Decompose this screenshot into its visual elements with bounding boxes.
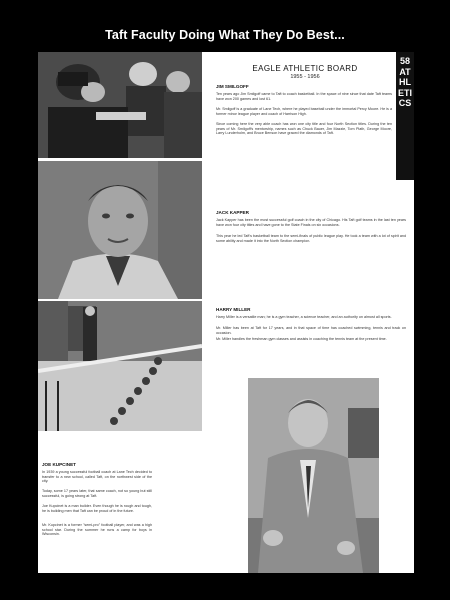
entry-name-kapper: JACK KAPPER bbox=[216, 210, 249, 215]
section-name: ATHLETICS bbox=[398, 66, 413, 109]
entry-text: Joe Kupcinet is a man builder. Even though he is rough and tough, he is building men that Taft can be proud of in the future. bbox=[42, 504, 152, 513]
entry-text: Today, some 17 years later, that same coach, not so young but still successful, is going strong at Taft. bbox=[42, 489, 152, 498]
entry-name-miller: HARRY MILLER bbox=[216, 307, 251, 312]
entry-text: In 1939 a young successful football coach at Lane Tech decided to transfer to a new school, called Taft, on the northwest side of the city. bbox=[42, 470, 152, 484]
slide-title: Taft Faculty Doing What They Do Best... bbox=[105, 28, 345, 42]
entry-name-kupcinet: JOE KUPCINET bbox=[42, 462, 76, 467]
section-tab bbox=[396, 52, 414, 180]
entry-text: Mr. Smilgoff is a graduate of Lane Tech, where he played baseball under the immortal Percy Moore. He is a former minor league player and coach of Harrison High. bbox=[216, 107, 392, 116]
section-tab-label bbox=[398, 56, 412, 109]
entry-text: Since coming here the very able coach has won one city title and four North Section titles. During the ten years of Mr. Smilgoff's mentorship, names such as Chuck Bauer, Jim Mazzie, Tom Plath, George Moore, Larry Lunderholm, and Bruce Benson have graced the diamonds of Taft. bbox=[216, 122, 392, 136]
photo-portrait-jack-kapper bbox=[38, 161, 202, 299]
entry-text: Mr. Kupcinet is a former "semi-pro" football player, and was a high school star. During the summer he runs a camp for boys in Wisconsin. bbox=[42, 523, 152, 537]
photo-camera-man bbox=[38, 52, 202, 158]
entry-text: Ten years ago Jim Smilgoff came to Taft to coach basketball. In the space of nine since that date Taft teams have won 200 games and lost 61. bbox=[216, 92, 392, 101]
entry-name-smilgoff: JIM SMILGOFF bbox=[216, 84, 249, 89]
photo-swimming-pool bbox=[38, 301, 202, 431]
yearbook-page bbox=[38, 52, 414, 573]
photo-joe-kupcinet bbox=[248, 378, 379, 573]
page-years: 1955 - 1956 bbox=[290, 74, 320, 80]
entry-text: Mr. Miller has been at Taft for 17 years, and in that space of time has coached swimming, tennis and track on occasion. bbox=[216, 326, 406, 335]
entry-text: This year he led Taft's basketball team to the semi-finals of public league play. He took a team with a lot of spirit and some ability and made it into the North Section champion. bbox=[216, 234, 406, 243]
entry-text: Harry Miller is a versatile man; he is a gym teacher, a science teacher, and an authority on almost all sports. bbox=[216, 315, 392, 319]
page-number: 58 bbox=[399, 56, 410, 66]
page-heading: EAGLE ATHLETIC BOARD bbox=[252, 64, 358, 73]
entry-text: Jack Kapper has been the most successful golf coach in the city of Chicago. His Taft golf teams in the last ten years have won four city titles and have gone to the State Finals on six occasions. bbox=[216, 218, 406, 227]
entry-text: Mr. Miller handles the freshman gym classes and assists in coaching the tennis team at the present time. bbox=[216, 337, 387, 341]
